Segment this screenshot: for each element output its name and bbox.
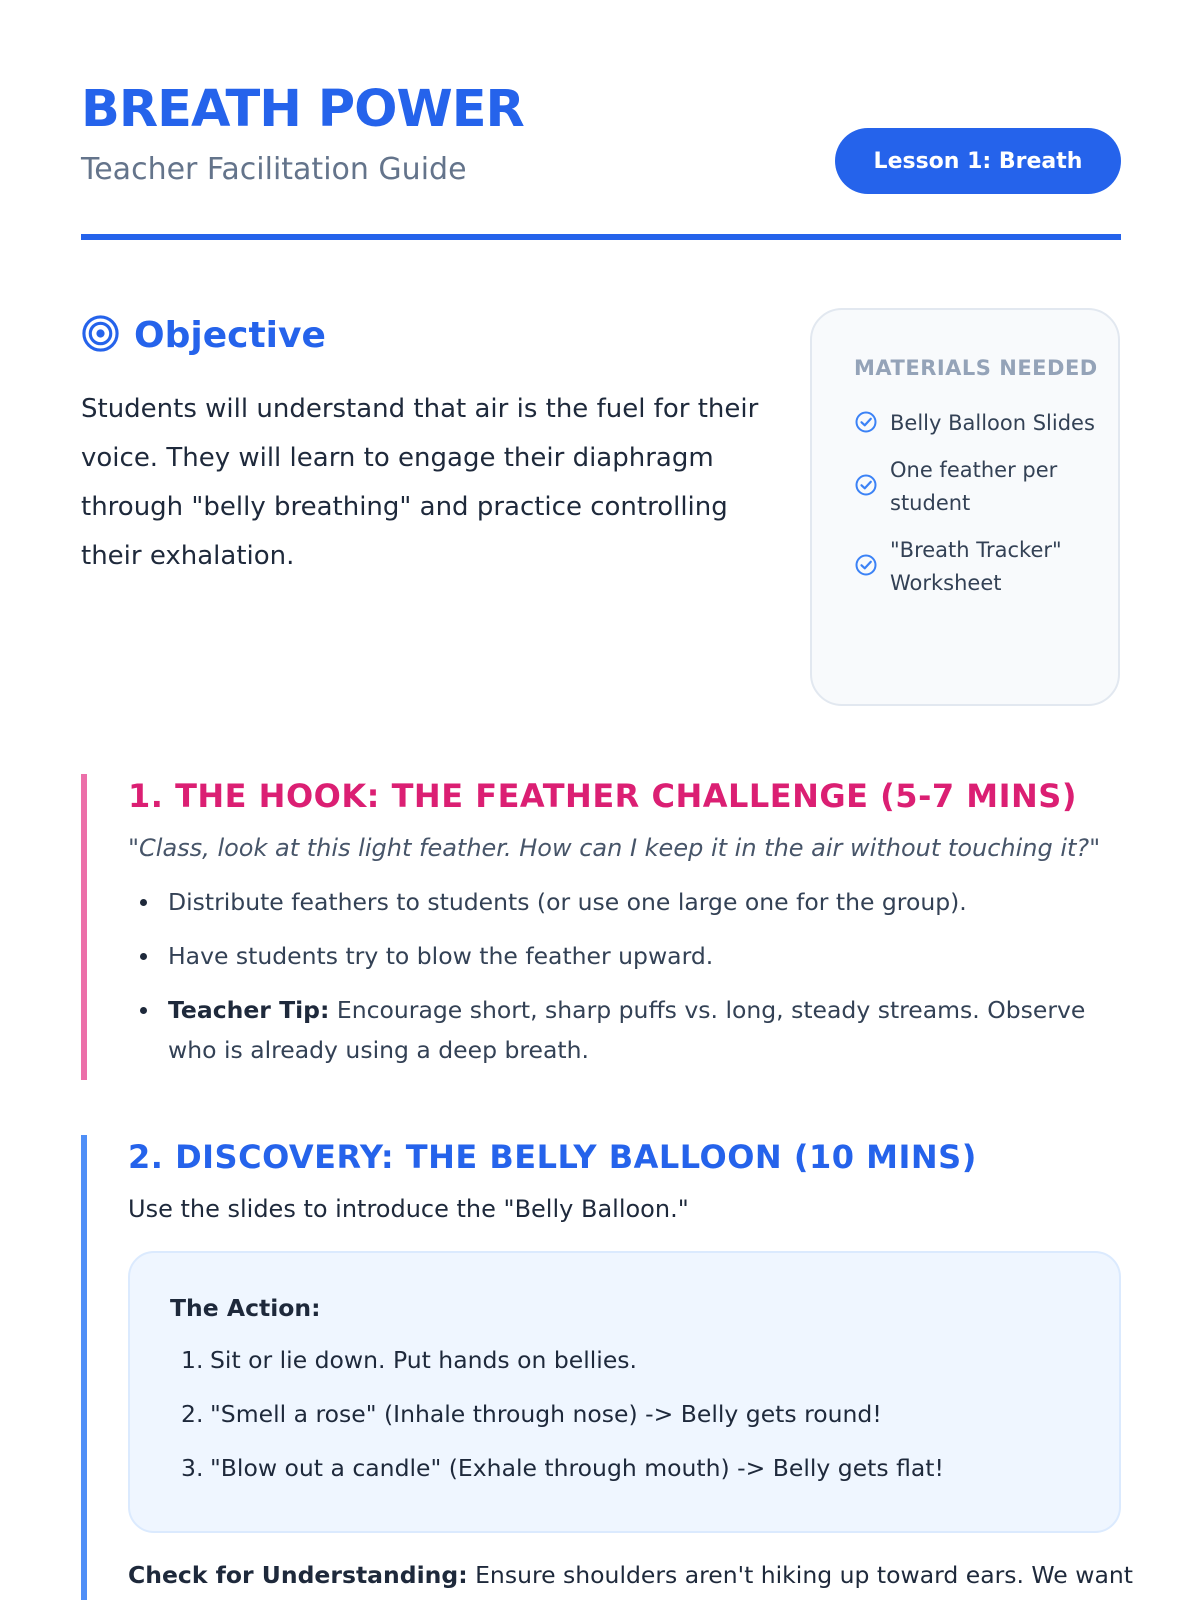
materials-item-label: Belly Balloon Slides xyxy=(890,411,1095,435)
objective-text: Students will understand that air is the fuel for their voice. They will learn to engage their diaphragm through "belly breathing" and practice controlling their exhalation. xyxy=(81,394,759,571)
section-title: 2. DISCOVERY: THE BELLY BALLOON (10 MINS) xyxy=(128,1138,977,1176)
check-for-understanding xyxy=(128,1557,1133,1593)
list-item: Distribute feathers to students (or use one large one for the group). xyxy=(128,882,1121,922)
objective-heading xyxy=(81,310,326,360)
step-text: "Smell a rose" (Inhale through nose) -> Belly gets round! xyxy=(210,1400,882,1428)
hook-section xyxy=(81,774,1121,1080)
page-subtitle: Teacher Facilitation Guide xyxy=(81,152,467,187)
check-circle-icon xyxy=(854,410,890,438)
lesson-badge: Lesson 1: Breath xyxy=(835,128,1121,194)
target-icon xyxy=(81,314,120,357)
action-step xyxy=(170,1341,1079,1379)
action-step xyxy=(170,1449,1079,1487)
section-intro: Use the slides to introduce the "Belly Balloon." xyxy=(128,1195,689,1223)
step-text: Sit or lie down. Put hands on bellies. xyxy=(210,1346,638,1374)
step-text: "Blow out a candle" (Exhale through mouth) -> Belly gets flat! xyxy=(210,1454,944,1482)
action-box xyxy=(128,1251,1121,1533)
action-title: The Action: xyxy=(170,1294,321,1322)
check-circle-icon xyxy=(854,553,890,581)
materials-item-label: "Breath Tracker" Worksheet xyxy=(890,538,1062,595)
step-number: 2. xyxy=(181,1400,204,1428)
materials-item xyxy=(854,534,1098,600)
materials-item xyxy=(854,454,1098,520)
teacher-tip-text: Encourage short, sharp puffs vs. long, steady streams. Observe who is already using a deep breath. xyxy=(168,996,1086,1064)
action-step xyxy=(170,1395,1079,1433)
list-item xyxy=(128,990,1121,1070)
page-header xyxy=(81,80,1121,240)
section-accent-bar xyxy=(81,774,87,1080)
hook-steps-list xyxy=(128,882,1121,1070)
check-circle-icon xyxy=(854,473,890,501)
check-text: Ensure shoulders aren't hiking up toward ears. We want xyxy=(475,1561,1133,1589)
check-label: Check for Understanding: xyxy=(128,1561,468,1589)
page-title: BREATH POWER xyxy=(81,80,524,139)
section-title: 1. THE HOOK: THE FEATHER CHALLENGE (5-7 MINS) xyxy=(128,777,1077,815)
header-divider xyxy=(81,234,1121,240)
objective-title: Objective xyxy=(134,314,326,356)
section-accent-bar xyxy=(81,1135,87,1600)
materials-item-label: One feather per student xyxy=(890,458,1058,515)
teacher-quote: "Class, look at this light feather. How can I keep it in the air without touching it?" xyxy=(128,834,1101,862)
list-item: Have students try to blow the feather upward. xyxy=(128,936,1121,976)
step-number: 3. xyxy=(181,1454,204,1482)
materials-item xyxy=(854,407,1098,440)
teacher-tip-label: Teacher Tip: xyxy=(168,996,330,1024)
step-number: 1. xyxy=(181,1346,204,1374)
discovery-section xyxy=(81,1135,1133,1600)
materials-card xyxy=(810,308,1120,706)
materials-title: MATERIALS NEEDED xyxy=(854,356,1098,380)
